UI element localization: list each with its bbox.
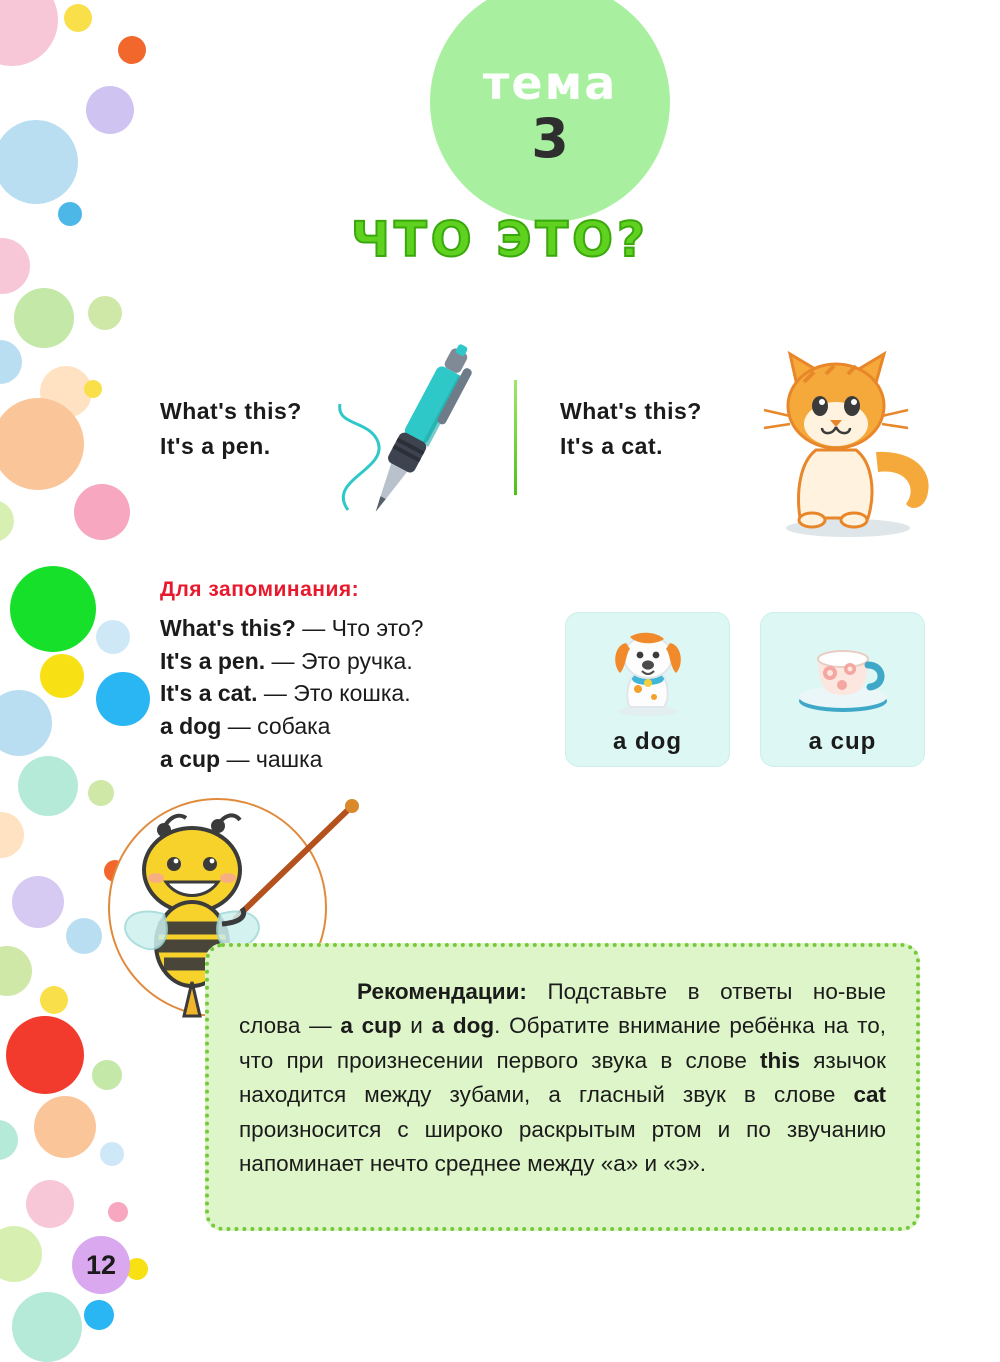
decorative-dot xyxy=(18,756,78,816)
page-title: ЧТО ЭТО? xyxy=(351,212,649,268)
dialogue-pen xyxy=(160,394,302,463)
decorative-dot xyxy=(14,288,74,348)
page-number: 12 xyxy=(72,1236,130,1294)
recommendation-body-5: произносится с широко раскрытым ртом и по звучанию напоминает нечто среднее между «а» и «э». xyxy=(239,1116,886,1177)
recommendation-text xyxy=(239,975,886,1182)
list-item xyxy=(160,645,423,678)
decorative-dot xyxy=(34,1096,96,1158)
word-card-dog xyxy=(565,612,730,767)
memorize-list xyxy=(160,612,423,775)
memorize-dash: — xyxy=(220,745,256,772)
memorize-title: Для запоминания: xyxy=(160,578,360,601)
card-label: a dog xyxy=(613,728,682,755)
decorative-dot xyxy=(118,36,146,64)
memorize-dash: — xyxy=(295,615,332,641)
memorize-dash: — xyxy=(265,647,301,674)
dialogue-question: What's this? xyxy=(160,398,302,424)
decorative-dot xyxy=(96,672,150,726)
decorative-dot xyxy=(0,946,32,996)
decorative-dot xyxy=(86,86,134,134)
decorative-dot xyxy=(0,0,58,66)
word-card-cup xyxy=(760,612,925,767)
highlight-word-dog: a dog xyxy=(431,1013,495,1039)
memorize-en: a cup xyxy=(160,745,221,772)
memorize-en: It's a pen. xyxy=(160,647,266,674)
decorative-dot xyxy=(0,812,24,858)
decorative-dot xyxy=(100,1142,124,1166)
highlight-word-this: this xyxy=(760,1047,801,1073)
decorative-dot xyxy=(6,1016,84,1094)
dialogue-question: What's this? xyxy=(560,398,702,424)
dialogue-answer: It's a pen. xyxy=(160,432,271,459)
decorative-dot xyxy=(88,296,122,330)
decorative-dot xyxy=(0,500,14,542)
list-item xyxy=(160,612,423,645)
memorize-ru: Это ручка. xyxy=(300,647,413,674)
decorative-dot xyxy=(0,1120,18,1160)
decorative-dot xyxy=(66,918,102,954)
decorative-dot xyxy=(40,654,84,698)
decorative-dot xyxy=(0,340,22,384)
memorize-dash: — xyxy=(257,680,294,707)
memorize-en: a dog xyxy=(160,712,222,739)
memorize-ru: Что это? xyxy=(331,615,424,641)
decorative-dot xyxy=(26,1180,74,1228)
decorative-dot xyxy=(0,1226,42,1282)
memorize-ru: собака xyxy=(257,712,331,739)
decorative-dot xyxy=(0,690,52,756)
decorative-dot xyxy=(12,876,64,928)
decorative-dot xyxy=(84,1300,114,1330)
memorize-ru: Это кошка. xyxy=(293,680,411,707)
list-item xyxy=(160,710,423,743)
decorative-dot xyxy=(108,1202,128,1222)
decorative-dot xyxy=(0,120,78,204)
dog-illustration xyxy=(566,613,729,728)
memorize-ru: чашка xyxy=(255,745,323,772)
topic-word: тема xyxy=(482,56,618,110)
decorative-dot xyxy=(12,1292,82,1362)
pen-illustration xyxy=(318,330,498,540)
list-item xyxy=(160,743,423,776)
decorative-dot xyxy=(92,1060,122,1090)
recommendation-body-4: язычок находится между зубами, а гласный звук в слове xyxy=(239,1047,886,1108)
decorative-dot xyxy=(84,380,102,398)
decorative-dot xyxy=(10,566,96,652)
highlight-word-cup: a cup xyxy=(340,1013,402,1039)
highlight-word-cat: cat xyxy=(853,1082,886,1108)
dialogue-answer: It's a cat. xyxy=(560,432,664,459)
recommendation-body-1: Подставьте в ответы но-вые слова — xyxy=(239,979,886,1039)
memorize-en: What's this? xyxy=(160,615,296,641)
decorative-dot xyxy=(96,620,130,654)
list-item xyxy=(160,677,423,710)
decorative-dot xyxy=(40,986,68,1014)
dialogue-cat xyxy=(560,394,702,463)
memorize-dash: — xyxy=(221,712,258,739)
topic-number: 3 xyxy=(531,107,569,170)
recommendation-body-2: и xyxy=(401,1013,432,1039)
decorative-dot xyxy=(64,4,92,32)
memorize-en: It's a cat. xyxy=(160,680,258,707)
decorative-dot xyxy=(0,398,84,490)
column-divider xyxy=(514,380,517,495)
recommendation-box xyxy=(205,943,920,1231)
card-label: a cup xyxy=(808,728,877,755)
recommendation-lead: Рекомендации: xyxy=(357,979,527,1004)
recommendation-body-3: . Обратите внимание ребёнка на то, что при произнесении первого звука в слове xyxy=(239,1013,886,1073)
topic-badge xyxy=(430,0,670,222)
decorative-dot-column xyxy=(0,0,150,1349)
cat-illustration xyxy=(756,332,946,544)
cup-illustration xyxy=(761,613,924,728)
decorative-dot xyxy=(74,484,130,540)
